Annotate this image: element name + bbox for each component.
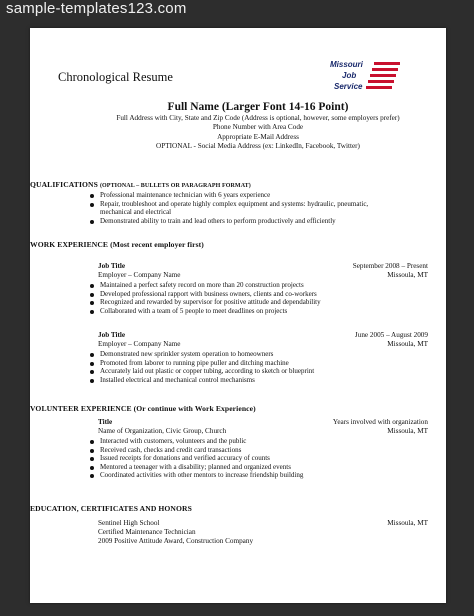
volunteer-title-row xyxy=(98,418,428,427)
list-item: Demonstrated ability to train and lead others to perform productively and efficiently xyxy=(88,217,428,226)
volunteer-org-row xyxy=(98,427,428,436)
job-1-dates: September 2008 – Present xyxy=(352,262,428,270)
education-location: Missoula, MT xyxy=(387,519,428,527)
site-watermark: sample-templates123.com xyxy=(6,0,187,17)
education-school: Sentinel High School xyxy=(98,519,160,527)
volunteer-org: Name of Organization, Civic Group, Church xyxy=(98,427,227,435)
list-item: Collaborated with a team of 5 people to meet deadlines on projects xyxy=(88,307,428,316)
full-name: Full Name (Larger Font 14-16 Point) xyxy=(167,101,349,113)
job-2-title: Job Title xyxy=(98,331,126,339)
list-item: Maintained a perfect safety record on more than 20 construction projects xyxy=(88,281,428,290)
logo-flag-stripe xyxy=(370,74,396,77)
logo-flag-stripe xyxy=(368,80,394,83)
qualifications-heading-text: QUALIFICATIONS xyxy=(30,180,98,189)
job-1-employer: Employer – Company Name xyxy=(98,271,181,279)
resume-page xyxy=(30,28,446,603)
logo-text-line1: Missouri xyxy=(330,60,363,69)
logo-flag-stripe xyxy=(374,62,400,65)
education-cert: Certified Maintenance Technician xyxy=(98,528,196,536)
list-item: Coordinated activities with other mentors to increase friendship building xyxy=(88,471,428,480)
list-item: Installed electrical and mechanical control mechanisms xyxy=(88,376,428,385)
job-2-dates: June 2005 – August 2009 xyxy=(354,331,428,339)
education-cert-row xyxy=(98,528,428,537)
job-1-bullets xyxy=(88,281,428,315)
list-item: Issued receipts for donations and verified accuracy of counts xyxy=(88,454,428,463)
missouri-job-service-logo xyxy=(326,56,404,98)
qualifications-heading xyxy=(30,180,251,189)
qualifications-list xyxy=(88,191,428,225)
education-award: 2009 Positive Attitude Award, Construction Company xyxy=(98,537,254,545)
education-award-row xyxy=(98,537,428,546)
logo-text-line3: Service xyxy=(334,82,363,91)
job-1-title-row xyxy=(98,262,428,271)
list-item: Accurately laid out plastic or copper tubing, according to sketch or blueprint xyxy=(88,367,428,376)
list-item: Received cash, checks and credit card transactions xyxy=(88,446,428,455)
list-item: Developed professional rapport with business owners, clients and co-workers xyxy=(88,290,428,299)
document-title: Chronological Resume xyxy=(58,70,173,84)
volunteer-dates: Years involved with organization xyxy=(332,418,428,426)
job-2-employer-row xyxy=(98,340,428,349)
volunteer-title: Title xyxy=(98,418,113,426)
list-item: Demonstrated new sprinkler system operation to homeowners xyxy=(88,350,428,359)
list-item: mechanical and electrical xyxy=(100,208,172,217)
list-item: Mentored a teenager with a disability; planned and organized events xyxy=(88,463,428,472)
social-line: OPTIONAL - Social Media Address (ex: LinkedIn, Facebook, Twitter) xyxy=(156,142,360,151)
email-line: Appropriate E-Mail Address xyxy=(217,132,299,141)
job-1-employer-row xyxy=(98,271,428,280)
job-2-location: Missoula, MT xyxy=(387,340,428,348)
job-1-title: Job Title xyxy=(98,262,126,270)
job-2-employer: Employer – Company Name xyxy=(98,340,181,348)
job-2-title-row xyxy=(98,331,428,340)
qualifications-heading-note: (OPTIONAL – BULLETS OR PARAGRAPH FORMAT) xyxy=(99,183,251,189)
logo-flag-stripe xyxy=(372,68,398,71)
job-2-bullets xyxy=(88,350,428,384)
logo-text-line2: Job xyxy=(342,71,357,80)
work-heading: WORK EXPERIENCE (Most recent employer first) xyxy=(30,240,204,249)
list-item: Professional maintenance technician with 6 years experience xyxy=(88,191,428,200)
logo-flag-stripe xyxy=(366,86,392,89)
list-item: Interacted with customers, volunteers and the public xyxy=(88,437,428,446)
phone-line: Phone Number with Area Code xyxy=(212,123,304,132)
address-line: Full Address with City, State and Zip Code (Address is optional, however, some employers prefer) xyxy=(116,114,400,122)
education-heading: EDUCATION, CERTIFICATES AND HONORS xyxy=(30,504,192,513)
volunteer-heading: VOLUNTEER EXPERIENCE (Or continue with Work Experience) xyxy=(30,404,256,413)
job-1-location: Missoula, MT xyxy=(387,271,428,279)
list-item: Promoted from laborer to running pipe puller and ditching machine xyxy=(88,359,428,368)
list-item: Repair, troubleshoot and operate highly complex equipment and systems: hydraulic, pneumatic, xyxy=(88,200,428,209)
volunteer-location: Missoula, MT xyxy=(387,427,428,435)
volunteer-bullets xyxy=(88,437,428,480)
contact-header xyxy=(70,100,446,152)
list-item: Recognized and rewarded by supervisor for positive attitude and dependability xyxy=(88,298,428,307)
education-school-row xyxy=(98,519,428,528)
